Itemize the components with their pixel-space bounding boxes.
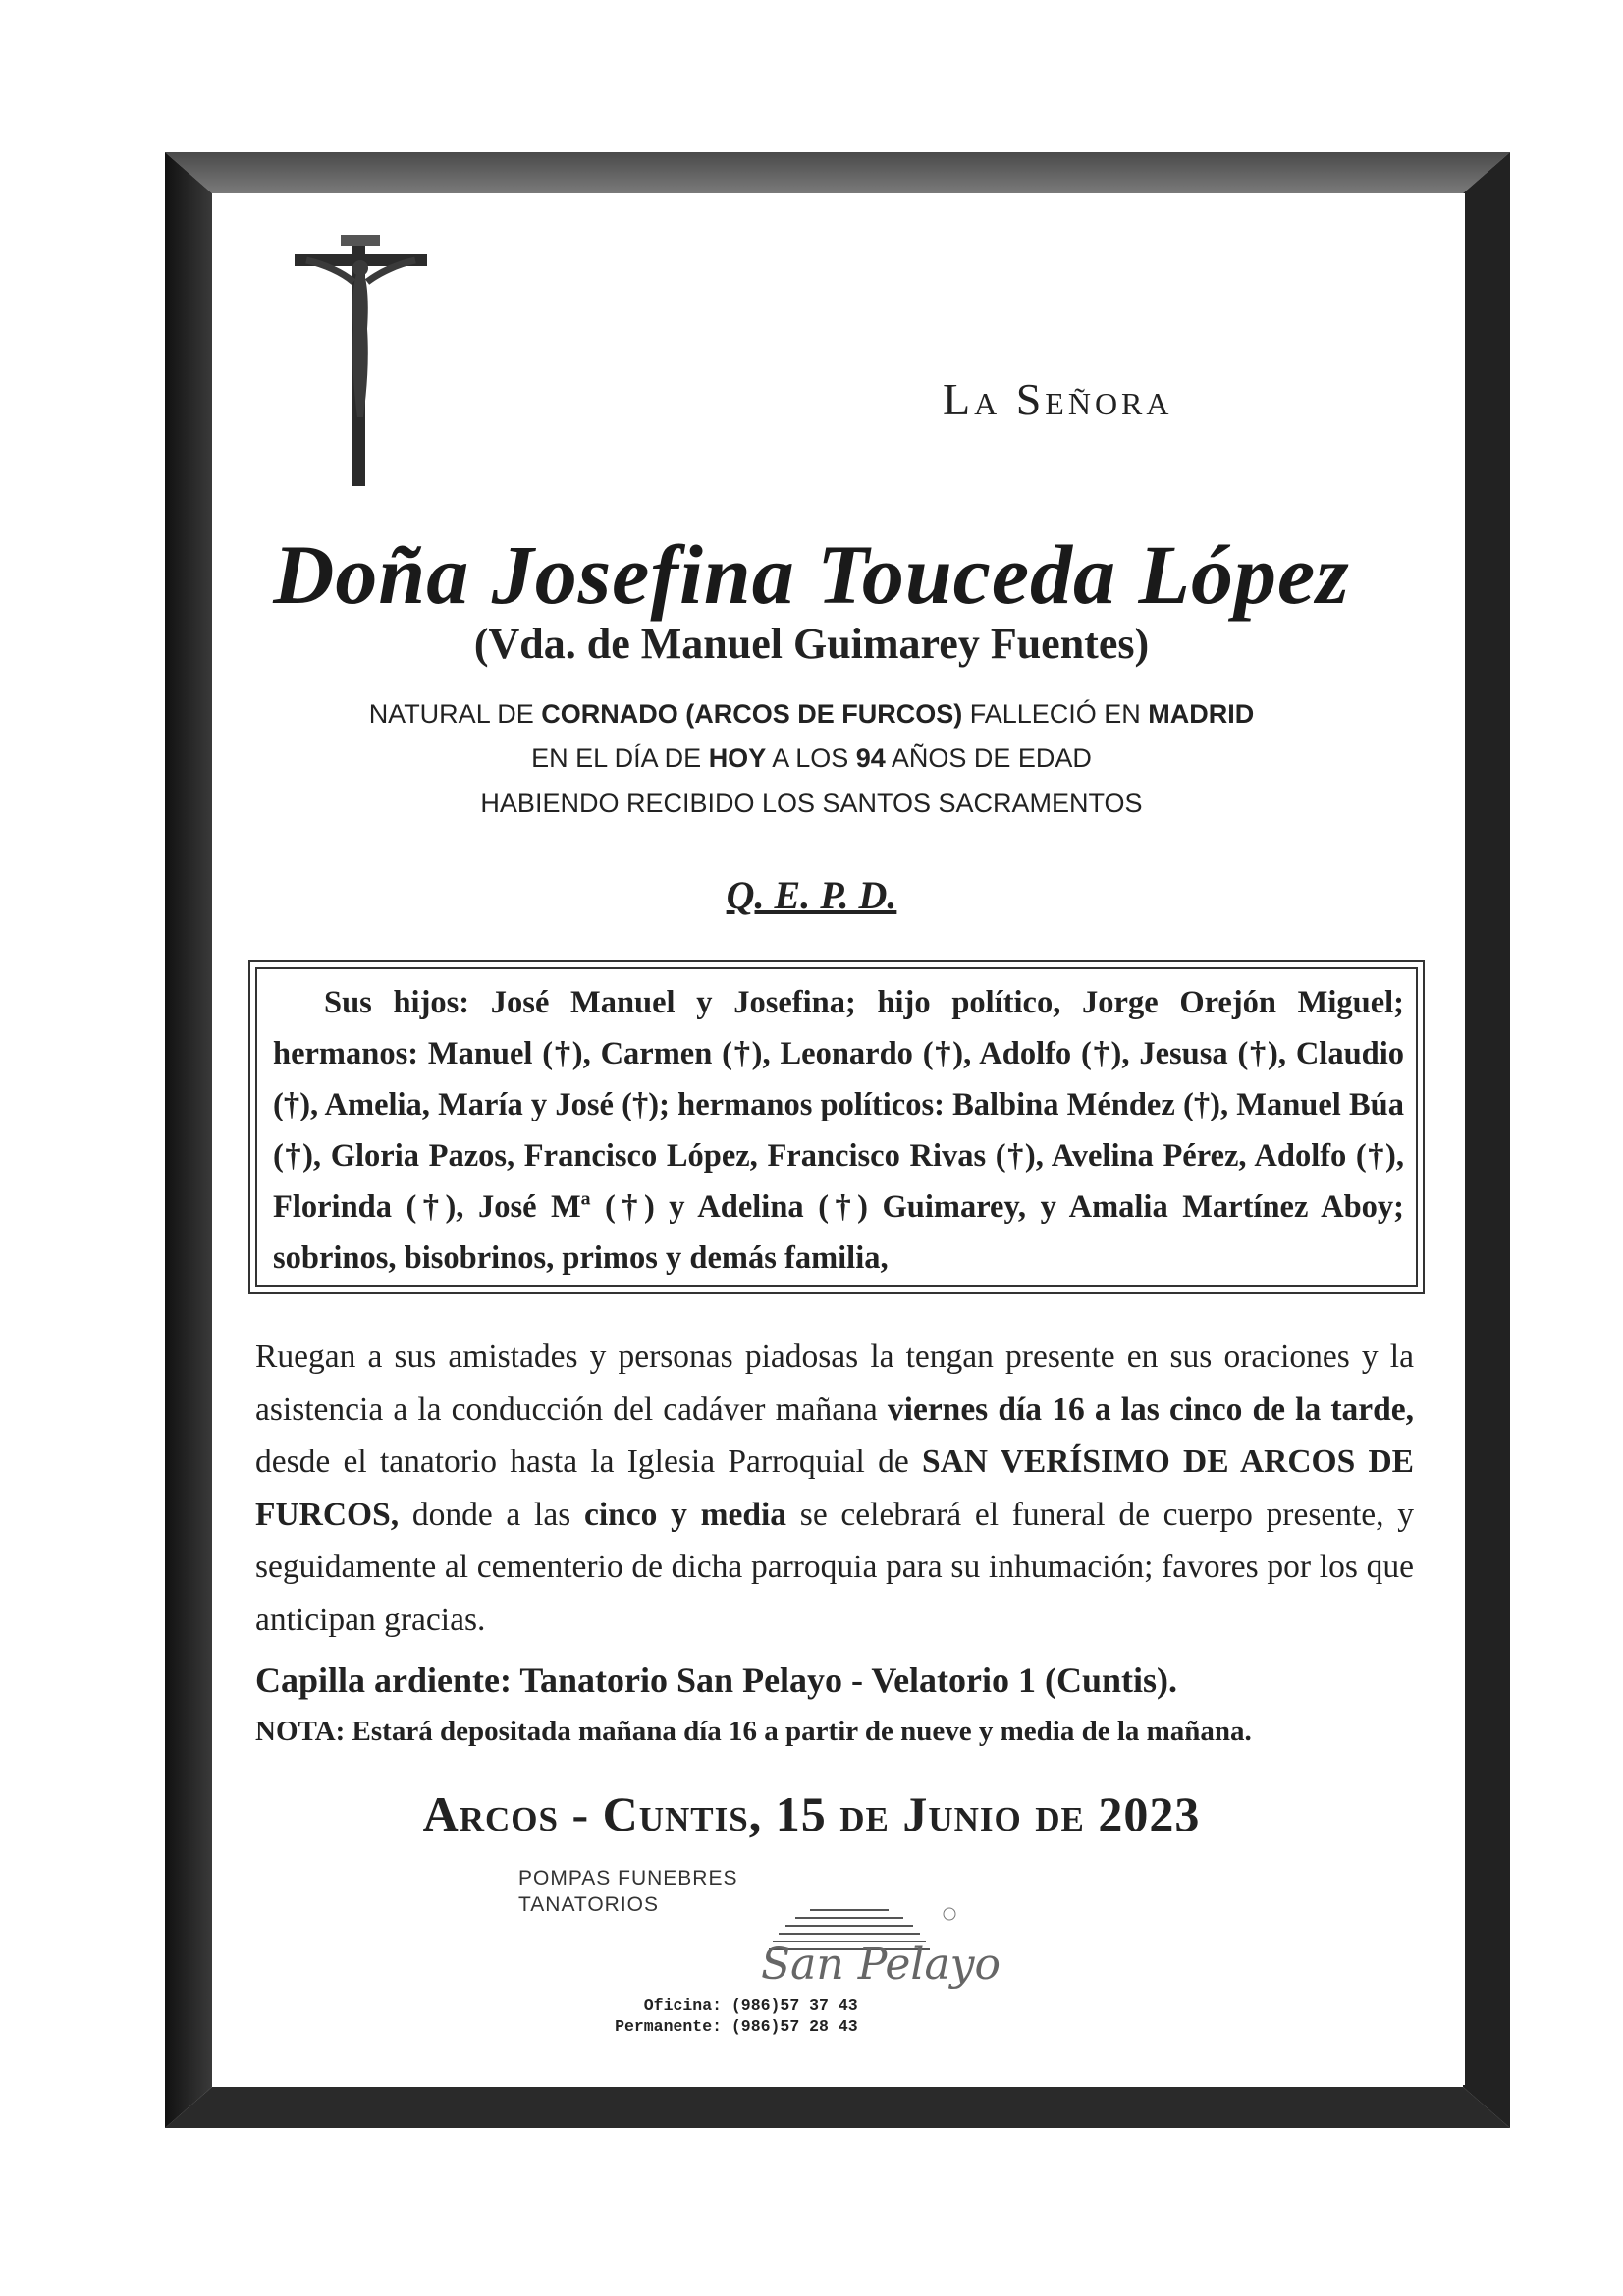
origin-line: NATURAL DE CORNADO (ARCOS DE FURCOS) FALLECIÓ EN MADRID — [368, 699, 1255, 729]
age-line: EN EL DÍA DE HOY A LOS 94 AÑOS DE EDAD — [531, 743, 1092, 773]
note-line: NOTA: Estará depositada mañana día 16 a partir de nueve y media de la mañana. — [255, 1716, 1252, 1747]
sacraments-line: HABIENDO RECIBIDO LOS SANTOS SACRAMENTOS — [480, 789, 1143, 818]
title-la-senora: La Señora — [943, 374, 1173, 424]
chapel-line: Capilla ardiente: Tanatorio San Pelayo - Velatorio 1 (Cuntis). — [255, 1661, 1178, 1700]
deceased-name: Doña Josefina Touceda López — [273, 527, 1350, 622]
permanent-phone-row: Permanente: (986)57 28 43 — [615, 2017, 858, 2036]
crucifix-icon — [295, 221, 427, 486]
family-list: Sus hijos: José Manuel y Josefina; hijo político, Jorge Orejón Miguel; hermanos: Manuel (†), Carmen (†), Leonardo (†), Adolfo (†), Jesusa (†), Claudio (†), Amelia, María y José (†); hermanos políticos: Balbina Méndez (†), Manuel Búa (†), Gloria Pazos, Francisco López, Francisco Rivas (†), Avelina Pérez, Adolfo (†), Florinda (†), José Mª (†) y Adelina (†) Guimarey, y Amalia Martínez Aboy; sobrinos, bisobrinos, primos y demás familia, — [273, 985, 1404, 1276]
office-phone-row: Oficina: (986)57 37 43 — [643, 1996, 858, 2015]
request-paragraph: Ruegan a sus amistades y personas piadosas la tengan presente en sus oraciones y la asistencia a la conducción del cadáver mañana viernes día 16 a las cinco de la tarde, desde el tanatorio hasta la Iglesia Parroquial de SAN VERÍSIMO DE ARCOS DE FURCOS, donde a las cinco y media se celebrará el funeral de cuerpo presente, y seguidamente al cementerio de dicha parroquia para su inhumación; favores por los que anticipan gracias. — [255, 1339, 1415, 1638]
funeral-home-line2: TANATORIOS — [518, 1893, 660, 1916]
svg-text:San Pelayo: San Pelayo — [761, 1940, 1001, 1990]
funeral-home-line1: POMPAS FUNEBRES — [518, 1867, 738, 1889]
widow-of: (Vda. de Manuel Guimarey Fuentes) — [473, 620, 1150, 668]
place-date-line: Arcos - Cuntis, 15 de Junio de 2023 — [422, 1786, 1201, 1841]
qepd: Q. E. P. D. — [726, 873, 897, 917]
phones-block — [584, 1995, 858, 2037]
